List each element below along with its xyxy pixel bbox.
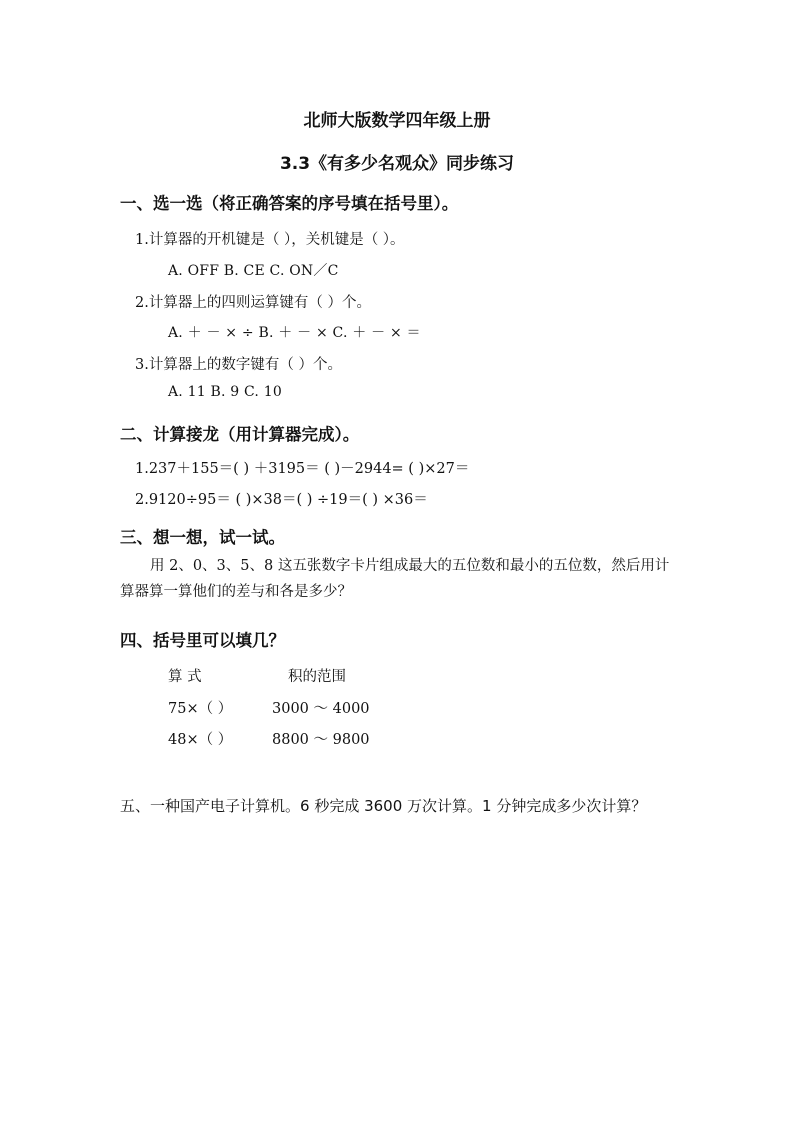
section-2-heading: 二、计算接龙（用计算器完成）。 — [120, 425, 360, 444]
section-1-heading: 一、选一选（将正确答案的序号填在括号里）。 — [120, 194, 459, 213]
section-4-heading: 四、括号里可以填几？ — [120, 631, 285, 650]
table-row-1-expression: 75×（ ） — [168, 701, 233, 717]
table-header-range: 积的范围 — [288, 669, 346, 685]
question-1-1: 1.计算器的开机键是（ ），关机键是（ ）。 — [135, 232, 405, 248]
table-row-2-expression: 48×（ ） — [168, 732, 233, 748]
question-1-3-options: A. 11 B. 9 C. 10 — [168, 384, 282, 400]
chain-calc-line-1: 1.237＋155＝( ) ＋3195＝ ( )－2944= ( )×27＝ — [135, 461, 470, 477]
question-1-3: 3.计算器上的数字键有（ ）个。 — [135, 357, 342, 373]
page-title: 北师大版数学四年级上册 — [303, 111, 491, 131]
section-5-heading: 五、一种国产电子计算机。6 秒完成 3600 万次计算。1 分钟完成多少次计算？ — [120, 797, 647, 815]
question-1-2: 2.计算器上的四则运算键有（ ）个。 — [135, 295, 371, 311]
section-3-heading: 三、想一想，试一试。 — [120, 528, 285, 547]
table-row-1-range: 3000 ～ 4000 — [272, 701, 370, 717]
page-subtitle: 3.3《有多少名观众》同步练习 — [279, 154, 515, 174]
question-1-1-options: A. OFF B. CE C. ON／C — [168, 263, 339, 279]
question-1-2-options: A. ＋ － × ÷ B. ＋ － × C. ＋ － × ＝ — [168, 325, 421, 341]
table-row-2-range: 8800 ～ 9800 — [272, 732, 370, 748]
table-header-expression: 算 式 — [168, 669, 202, 685]
section-3-paragraph: 用 2、0、3、5、8 这五张数字卡片组成最大的五位数和最小的五位数，然后用计算器算一算他们的差与和各是多少？ — [120, 558, 670, 600]
chain-calc-line-2: 2.9120÷95＝ ( )×38＝( ) ÷19＝( ) ×36＝ — [135, 492, 428, 508]
